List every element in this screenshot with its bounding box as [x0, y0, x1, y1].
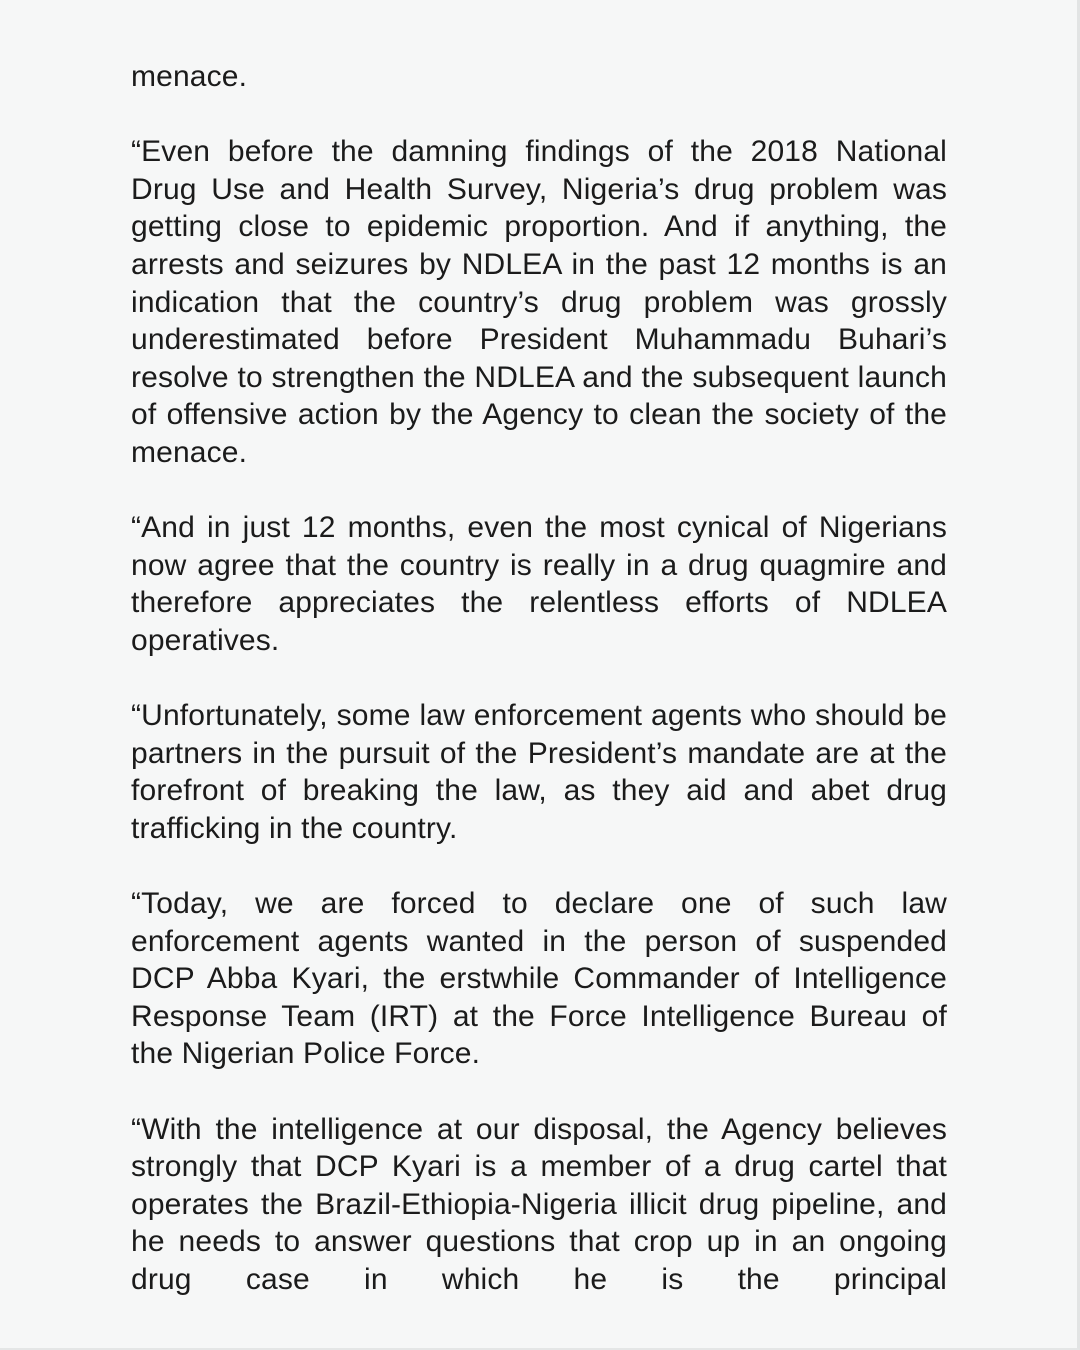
paragraph-5: “Today, we are forced to declare one of such law enforcement agents wanted in the person of suspended DCP Abba Kyari, the erstwhile Commander of Intelligence Response Team (IRT) at the Force Intelligence Bureau of the Nigerian Police Force. — [131, 887, 947, 1071]
paragraph-6: “With the intelligence at our disposal, the Agency believes strongly that DCP Kyari is a member of a drug cartel that operates the Brazil-Ethiopia-Nigeria illicit drug pipeline, and he needs to answer questions that crop up in an ongoing drug case in which he is the principal — [131, 1112, 947, 1296]
paragraph-3: “And in just 12 months, even the most cynical of Nigerians now agree that the country is really in a drug quagmire and therefore appreciates the relentless efforts of NDLEA operatives. — [131, 511, 947, 657]
document-body — [131, 58, 947, 1336]
paragraph-4: “Unfortunately, some law enforcement agents who should be partners in the pursuit of the President’s mandate are at the forefront of breaking the law, as they aid and abet drug trafficking in the country. — [131, 699, 947, 845]
paragraph-1: menace. — [131, 60, 248, 93]
paragraph-2: “Even before the damning findings of the 2018 National Drug Use and Health Survey, Nigeria’s drug problem was getting close to epidemic proportion. And if anything, the arrests and seizures by NDLEA in the past 12 months is an indication that the country’s drug problem was grossly underestimated before President Muhammadu Buhari’s resolve to strengthen the NDLEA and the subsequent launch of offensive action by the Agency to clean the society of the menace. — [131, 135, 947, 469]
